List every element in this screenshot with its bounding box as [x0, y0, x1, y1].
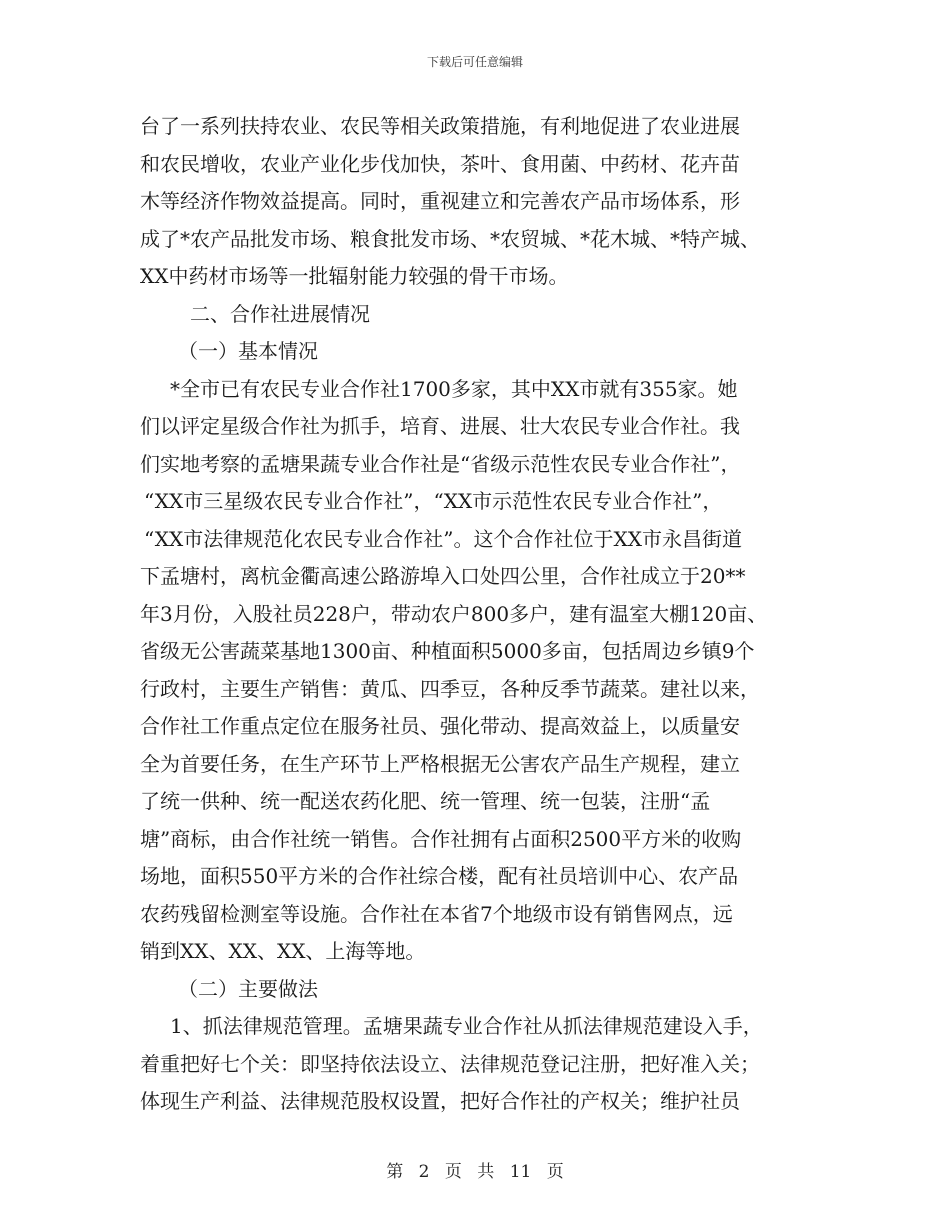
- footer-prefix: 第: [386, 1162, 404, 1182]
- subsection-heading: （二）主要做法: [178, 976, 318, 1001]
- document-body: [140, 108, 820, 1121]
- body-line: 年3月份，入股社员228户，带动农户800多户，建有温室大棚120亩、: [140, 601, 768, 626]
- body-line: 成了*农产品批发市场、粮食批发市场、*农贸城、*花木城、*特产城、: [140, 226, 760, 251]
- body-line: 省级无公害蔬菜基地1300亩、种植面积5000多亩，包括周边乡镇9个: [140, 639, 755, 663]
- body-line: 木等经济作物效益提高。同时，重视建立和完善农产品市场体系，形: [140, 189, 740, 213]
- body-line: 体现生产利益、法律规范股权设置，把好合作社的产权关；维护社员: [140, 1089, 740, 1113]
- section-heading: 二、合作社进展情况: [190, 301, 370, 326]
- body-line: 销到XX、XX、XX、上海等地。: [140, 939, 426, 963]
- body-line: XX中药材市场等一批辐射能力较强的骨干市场。: [140, 264, 569, 288]
- footer-suffix: 页: [546, 1162, 564, 1182]
- body-line: 行政村，主要生产销售：黄瓜、四季豆，各种反季节蔬菜。建社以来，: [140, 676, 760, 701]
- body-line: 着重把好七个关：即坚持依法设立、法律规范登记注册，把好准入关；: [140, 1051, 760, 1076]
- body-line: 们以评定星级合作社为抓手，培育、进展、壮大农民专业合作社。我: [140, 414, 740, 438]
- subsection-heading: （一）基本情况: [178, 339, 318, 363]
- footer-page-number: 2: [418, 1162, 430, 1182]
- body-line: “XX市法律规范化农民专业合作社”。这个合作社位于XX市永昌街道: [144, 526, 742, 551]
- page-header-note: 下载后可任意编辑: [426, 55, 523, 69]
- body-line: 下孟塘村，离杭金衢高速公路游埠入口处四公里，合作社成立于20**: [140, 564, 746, 588]
- body-line: 合作社工作重点定位在服务社员、强化带动、提高效益上，以质量安: [140, 714, 740, 738]
- body-line: “XX市三星级农民专业合作社”，“XX市示范性农民专业合作社”，: [144, 489, 723, 513]
- body-line: 塘”商标，由合作社统一销售。合作社拥有占面积2500平方米的收购: [140, 826, 742, 851]
- body-line: 台了一系列扶持农业、农民等相关政策措施，有利地促进了农业进展: [140, 114, 740, 138]
- body-line: 了统一供种、统一配送农药化肥、统一管理、统一包装，注册“孟: [140, 789, 711, 813]
- footer-page-word: 页: [444, 1162, 462, 1182]
- body-line: 农药残留检测室等设施。合作社在本省7个地级市设有销售网点，远: [140, 901, 733, 926]
- body-line: 和农民增收，农业产业化步伐加快，茶叶、食用菌、中药材、花卉苗: [140, 151, 740, 176]
- body-line: 们实地考察的孟塘果蔬专业合作社是“省级示范性农民专业合作社”，: [140, 451, 741, 476]
- body-line: 场地，面积550平方米的合作社综合楼，配有社员培训中心、农产品: [140, 864, 739, 888]
- body-line: 全为首要任务，在生产环节上严格根据无公害农产品生产规程，建立: [140, 751, 740, 776]
- footer-total-label: 共: [477, 1162, 495, 1182]
- page-footer: [0, 1157, 950, 1182]
- body-line: *全市已有农民专业合作社1700多家，其中XX市就有355家。她: [170, 376, 738, 401]
- footer-total-pages: 11: [509, 1162, 532, 1182]
- body-line: 1、抓法律规范管理。孟塘果蔬专业合作社从抓法律规范建设入手，: [170, 1014, 763, 1038]
